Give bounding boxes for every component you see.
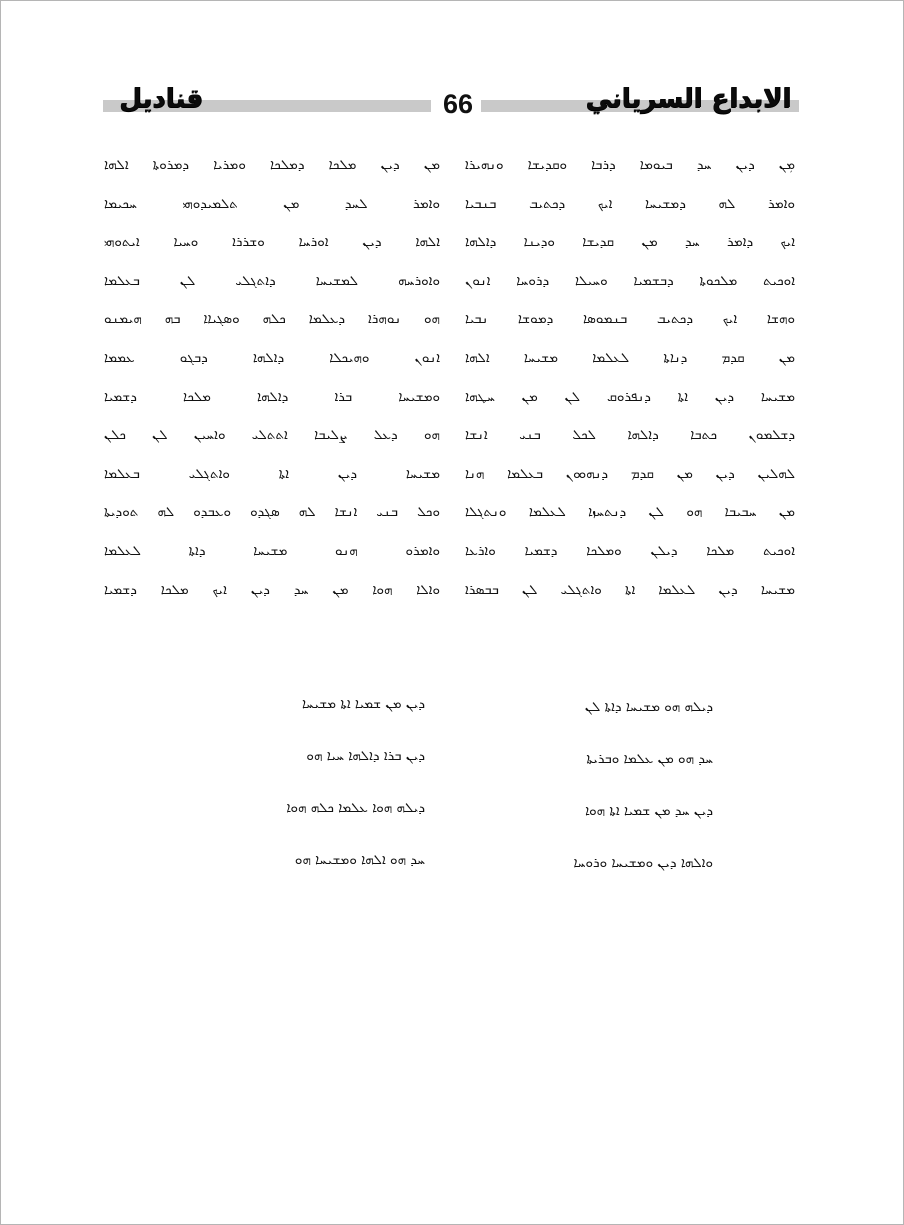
verse-line: ܐܘܟܝܬ ܡܠܟܐ ܕܝܠܢ ܘܡܠܟܐ ܕܫܡܝܐ ܘܐܪܥܐ [465, 542, 795, 559]
stanza-line: ܘܐܠܗܐ ܕܝܢ ܘܡܫܝܚܐ ܘܪܘܚܐ [573, 855, 713, 871]
verse-line: ܡܢ ܚܒܝܒܐ ܗܘ ܠܢ ܕܢܬܚܙܐ ܠܥܠܡܐ ܘܢܬܓܠܐ [465, 504, 795, 521]
verse-line: ܐܝܟ ܕܐܡܪ ܚܕ ܡܢ ܩܕܝܫܐ ܘܕܝܢܐ ܕܐܠܗܐ [465, 234, 795, 251]
verse-line: ܘܟܠ ܒܢܝ ܐܢܫܐ ܠܗ ܣܓܕܘ ܘܥܒܕܘ ܠܗ ܬܘܕܝܬܐ [104, 504, 440, 521]
running-title-left: قناديل [119, 84, 203, 114]
verse-line: ܡܫܝܚܐ ܕܝܢ ܐܬܐ ܘܐܬܓܠܝ ܒܥܠܡܐ [104, 465, 440, 482]
stanza-right [451, 681, 713, 889]
verse-line: ܘܐܡܪ ܠܗ ܕܡܫܝܚܐ ܐܝܟ ܕܟܬܝܒ ܒܢܒܝܐ [465, 195, 795, 212]
verse-line: ܐܘܟܝܬ ܡܠܟܘܬܐ ܕܒܫܡܝܐ ܘܚܝܠܐ ܕܪܘܚܐ ܐܢܘܢ [465, 272, 795, 289]
verse-line: ܐܠܗܐ ܕܝܢ ܐܘܪܚܐ ܘܫܪܪܐ ܘܚܝܐ ܐܝܬܘܗܝ [104, 234, 440, 251]
verse-line: ܡܼܢ ܕܝܢ ܚܕ ܒܝܘܡܐ ܕܪܒܐ ܘܩܕܝܫܐ ܘܢܗܝܪܐ [465, 157, 795, 173]
stanza-left [161, 678, 425, 886]
verse-line: ܘܐܡܪܘ ܗܢܘ ܡܫܝܚܐ ܕܐܬܐ ܠܥܠܡܐ [104, 542, 440, 559]
verse-line: ܘܐܠܐ ܗܘܐ ܡܢ ܚܕ ܕܝܢ ܐܝܟ ܡܠܟܐ ܕܫܡܝܐ [104, 581, 440, 598]
verse-line: ܘܗܫܐ ܐܝܟ ܕܟܬܝܒ ܒܢܡܘܣܐ ܕܡܘܫܐ ܢܒܝܐ [465, 311, 795, 328]
verse-line: ܡܢ ܕܝܢ ܡܠܟܐ ܕܡܠܟܐ ܘܡܪܝܐ ܕܡܪܘܬܐ ܐܠܗܐ [104, 157, 440, 173]
verse-line: ܐܢܘܢ ܘܗܝܟܠܐ ܕܐܠܗܐ ܕܒܓܘ ܥܡܡܐ [104, 349, 440, 366]
verse-line: ܘܐܡܪ ܠܚܕ ܡܢ ܬܠܡܝܕܘܗܝ ܚܟܝܡܐ [104, 195, 440, 212]
verse-column-right [465, 146, 795, 609]
stanza-line: ܕܝܠܗ ܗܘ ܡܫܝܚܐ ܕܐܬܐ ܠܢ [584, 699, 713, 715]
stanza-line: ܕܝܢ ܚܕ ܡܢ ܫܡܝܐ ܐܬܐ ܗܘܐ [585, 803, 713, 819]
stanza-line: ܚܕ ܗܘ ܐܠܗܐ ܘܡܫܝܚܐ ܗܘ [294, 852, 425, 868]
verse-line: ܗܘ ܢܘܗܪܐ ܕܥܠܡܐ ܟܠܗ ܘܣܓܝܐܐ ܒܗ ܗܝܡܢܘ [104, 311, 440, 328]
verse-line: ܘܐܘܪܚܗ ܠܡܫܝܚܐ ܕܐܬܓܠܝ ܠܢ ܒܥܠܡܐ [104, 272, 440, 289]
verse-line: ܡܫܝܚܐ ܕܝܢ ܐܬܐ ܕܢܦܪܘܩ ܠܢ ܡܢ ܚܛܗܐ [465, 388, 795, 405]
verse-column-left [104, 146, 440, 609]
verse-line: ܡܫܝܚܐ ܕܝܢ ܠܥܠܡܐ ܐܬܐ ܘܐܬܓܠܝ ܠܢ ܒܒܣܪܐ [465, 581, 795, 598]
page-number: 66 [442, 89, 474, 119]
verse-line: ܘܡܫܝܚܐ ܒܪܐ ܕܐܠܗܐ ܡܠܟܐ ܕܫܡܝܐ [104, 388, 440, 405]
stanza-line: ܕܝܢ ܒܪܐ ܕܐܠܗܐ ܚܝܐ ܗܘ [306, 748, 425, 764]
running-title-right: الابداع السرياني [585, 84, 791, 114]
verse-line: ܗܘ ܕܥܠ ܨܠܝܒܐ ܐܬܬܠܝ ܘܐܚܝܢ ܠܢ ܟܠܢ [104, 427, 440, 444]
stanza-line: ܕܝܢ ܡܢ ܫܡܝܐ ܐܬܐ ܡܫܝܚܐ [301, 696, 425, 712]
verse-line: ܡܢ ܩܕܡ ܕܢܐܬܐ ܠܥܠܡܐ ܡܫܝܚܐ ܐܠܗܐ [465, 349, 795, 366]
stanza-line: ܚܕ ܗܘ ܡܢ ܥܠܡܐ ܘܒܪܝܬܐ [586, 751, 713, 767]
stanza-line: ܕܝܠܗ ܗܘܐ ܥܠܡܐ ܟܠܗ ܗܘܐ [286, 800, 425, 816]
verse-line: ܠܗܠܝܢ ܕܝܢ ܡܢ ܩܕܡ ܕܢܗܘܘܢ ܒܥܠܡܐ ܗܢܐ [465, 465, 795, 482]
verse-line: ܕܫܠܡܘܢ ܟܬܒܐ ܕܐܠܗܐ ܠܟܠ ܒܢܝ ܐܢܫܐ [465, 427, 795, 444]
